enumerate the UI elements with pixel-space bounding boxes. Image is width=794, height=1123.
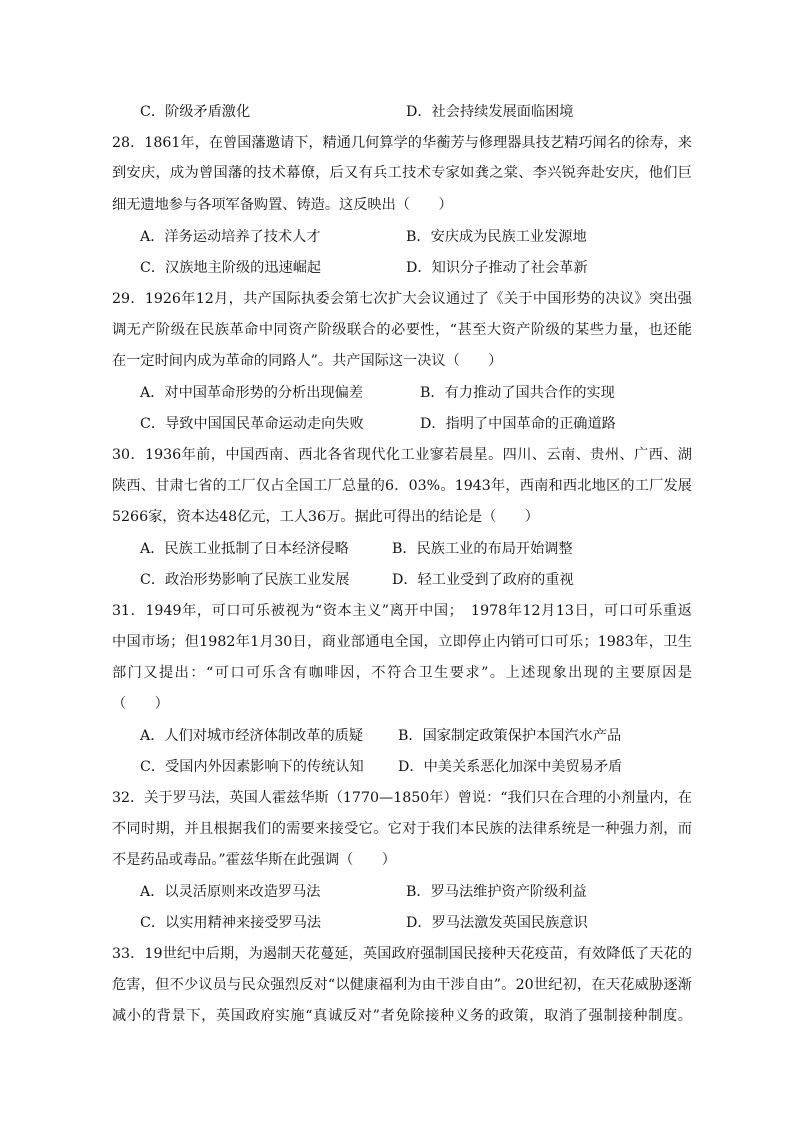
q31-stem-line-3: 部门又提出：“可口可乐含有咖啡因，不符合卫生要求”。上述现象出现的主要原因是 xyxy=(112,665,692,681)
q32-option-c: C．以实用精神来接受罗马法 xyxy=(140,915,322,931)
q31-stem-line-1: 31．1949年，可口可乐被视为“资本主义”离开中国； 1978年12月13日，可口可乐重返 xyxy=(112,603,692,619)
q31-stem-line-4: （ ） xyxy=(112,696,169,712)
q32-option-d: D．罗马法激发英国民族意识 xyxy=(406,915,588,931)
q31-stem-line-2: 中国市场；但1982年1月30日，商业部通电全国，立即停止内销可口可乐；1983年，卫生 xyxy=(112,634,692,650)
q28-stem-line-3: 细无遗地参与各项军备购置、铸造。这反映出（ ） xyxy=(112,197,453,213)
q28-option-a: A．洋务运动培养了技术人才 xyxy=(140,229,321,245)
q32-stem-line-1: 32．关于罗马法，英国人霍兹华斯（1770—1850年）曾说：“我们只在合理的小剂量内，在 xyxy=(112,790,692,806)
q31-option-d: D．中美关系恶化加深中美贸易矛盾 xyxy=(398,759,623,775)
q30-stem-line-1: 30．1936年前，中国西南、西北各省现代化工业寥若晨星。四川、云南、贵州、广西、湖 xyxy=(112,447,692,463)
q29-stem-line-3: 在一定时间内成为革命的同路人”。共产国际这一决议（ ） xyxy=(112,353,503,369)
q27-option-c: C．阶级矛盾激化 xyxy=(140,104,251,120)
q30-option-c: C．政治形势影响了民族工业发展 xyxy=(140,572,350,588)
q29-option-c: C．导致中国国民革命运动走向失败 xyxy=(140,416,364,432)
q28-option-d: D．知识分子推动了社会革新 xyxy=(406,260,588,276)
q30-option-a: A．民族工业抵制了日本经济侵略 xyxy=(140,541,349,557)
q29-stem-line-2: 调无产阶级在民族革命中同资产阶级联合的必要性，“甚至大资产阶级的某些力量，也还能 xyxy=(112,322,692,338)
q31-option-c: C．受国内外因素影响下的传统认知 xyxy=(140,759,364,775)
q28-stem-line-2: 到安庆，成为曾国藩的技术幕僚，后又有兵工技术专家如龚之棠、李兴锐奔赴安庆，他们巨 xyxy=(112,165,692,181)
q33-stem-line-2: 危害，但不少议员与民众强烈反对“以健康福利为由干涉自由”。20世纪初，在天花威胁逐渐 xyxy=(112,977,692,993)
q28-option-b: B．安庆成为民族工业发源地 xyxy=(406,229,587,245)
q29-stem-line-1: 29．1926年12月，共产国际执委会第七次扩大会议通过了《关于中国形势的决议》突出强 xyxy=(112,291,692,307)
q30-stem-line-2: 陕西、甘肃七省的工厂仅占全国工厂总量的6．03%。1943年，西南和西北地区的工厂发展 xyxy=(112,478,692,494)
q29-option-d: D．指明了中国革命的正确道路 xyxy=(420,416,616,432)
q27-option-d: D．社会持续发展面临困境 xyxy=(406,104,574,120)
q33-stem-line-1: 33．19世纪中后期，为遏制天花蔓延，英国政府强制国民接种天花疫苗，有效降低了天花的 xyxy=(112,946,692,962)
q30-option-b: B．民族工业的布局开始调整 xyxy=(392,541,573,557)
q28-stem-line-1: 28．1861年，在曾国藩邀请下，精通几何算学的华蘅芳与修理器具技艺精巧闻名的徐寿，来 xyxy=(112,135,692,151)
q32-stem-line-3: 不是药品或毒品。”霍兹华斯在此强调（ ） xyxy=(112,852,396,868)
q32-stem-line-2: 不同时期，并且根据我们的需要来接受它。它对于我们本民族的法律系统是一种强力剂，而 xyxy=(112,821,692,837)
q28-option-c: C．汉族地主阶级的迅速崛起 xyxy=(140,260,322,276)
q30-option-d: D．轻工业受到了政府的重视 xyxy=(392,572,574,588)
q32-option-b: B．罗马法维护资产阶级利益 xyxy=(406,884,587,900)
q32-option-a: A．以灵活原则来改造罗马法 xyxy=(140,884,321,900)
q31-option-b: B．国家制定政策保护本国汽水产品 xyxy=(398,728,622,744)
q31-option-a: A．人们对城市经济体制改革的质疑 xyxy=(140,728,364,744)
q33-stem-line-3: 减小的背景下，英国政府实施“真诚反对”者免除接种义务的政策，取消了强制接种制度。 xyxy=(112,1008,692,1024)
q30-stem-line-3: 5266家，资本达48亿元，工人36万。据此可得出的结论是（ ） xyxy=(112,509,539,525)
q29-option-b: B．有力推动了国共合作的实现 xyxy=(420,385,615,401)
q29-option-a: A．对中国革命形势的分析出现偏差 xyxy=(140,385,364,401)
